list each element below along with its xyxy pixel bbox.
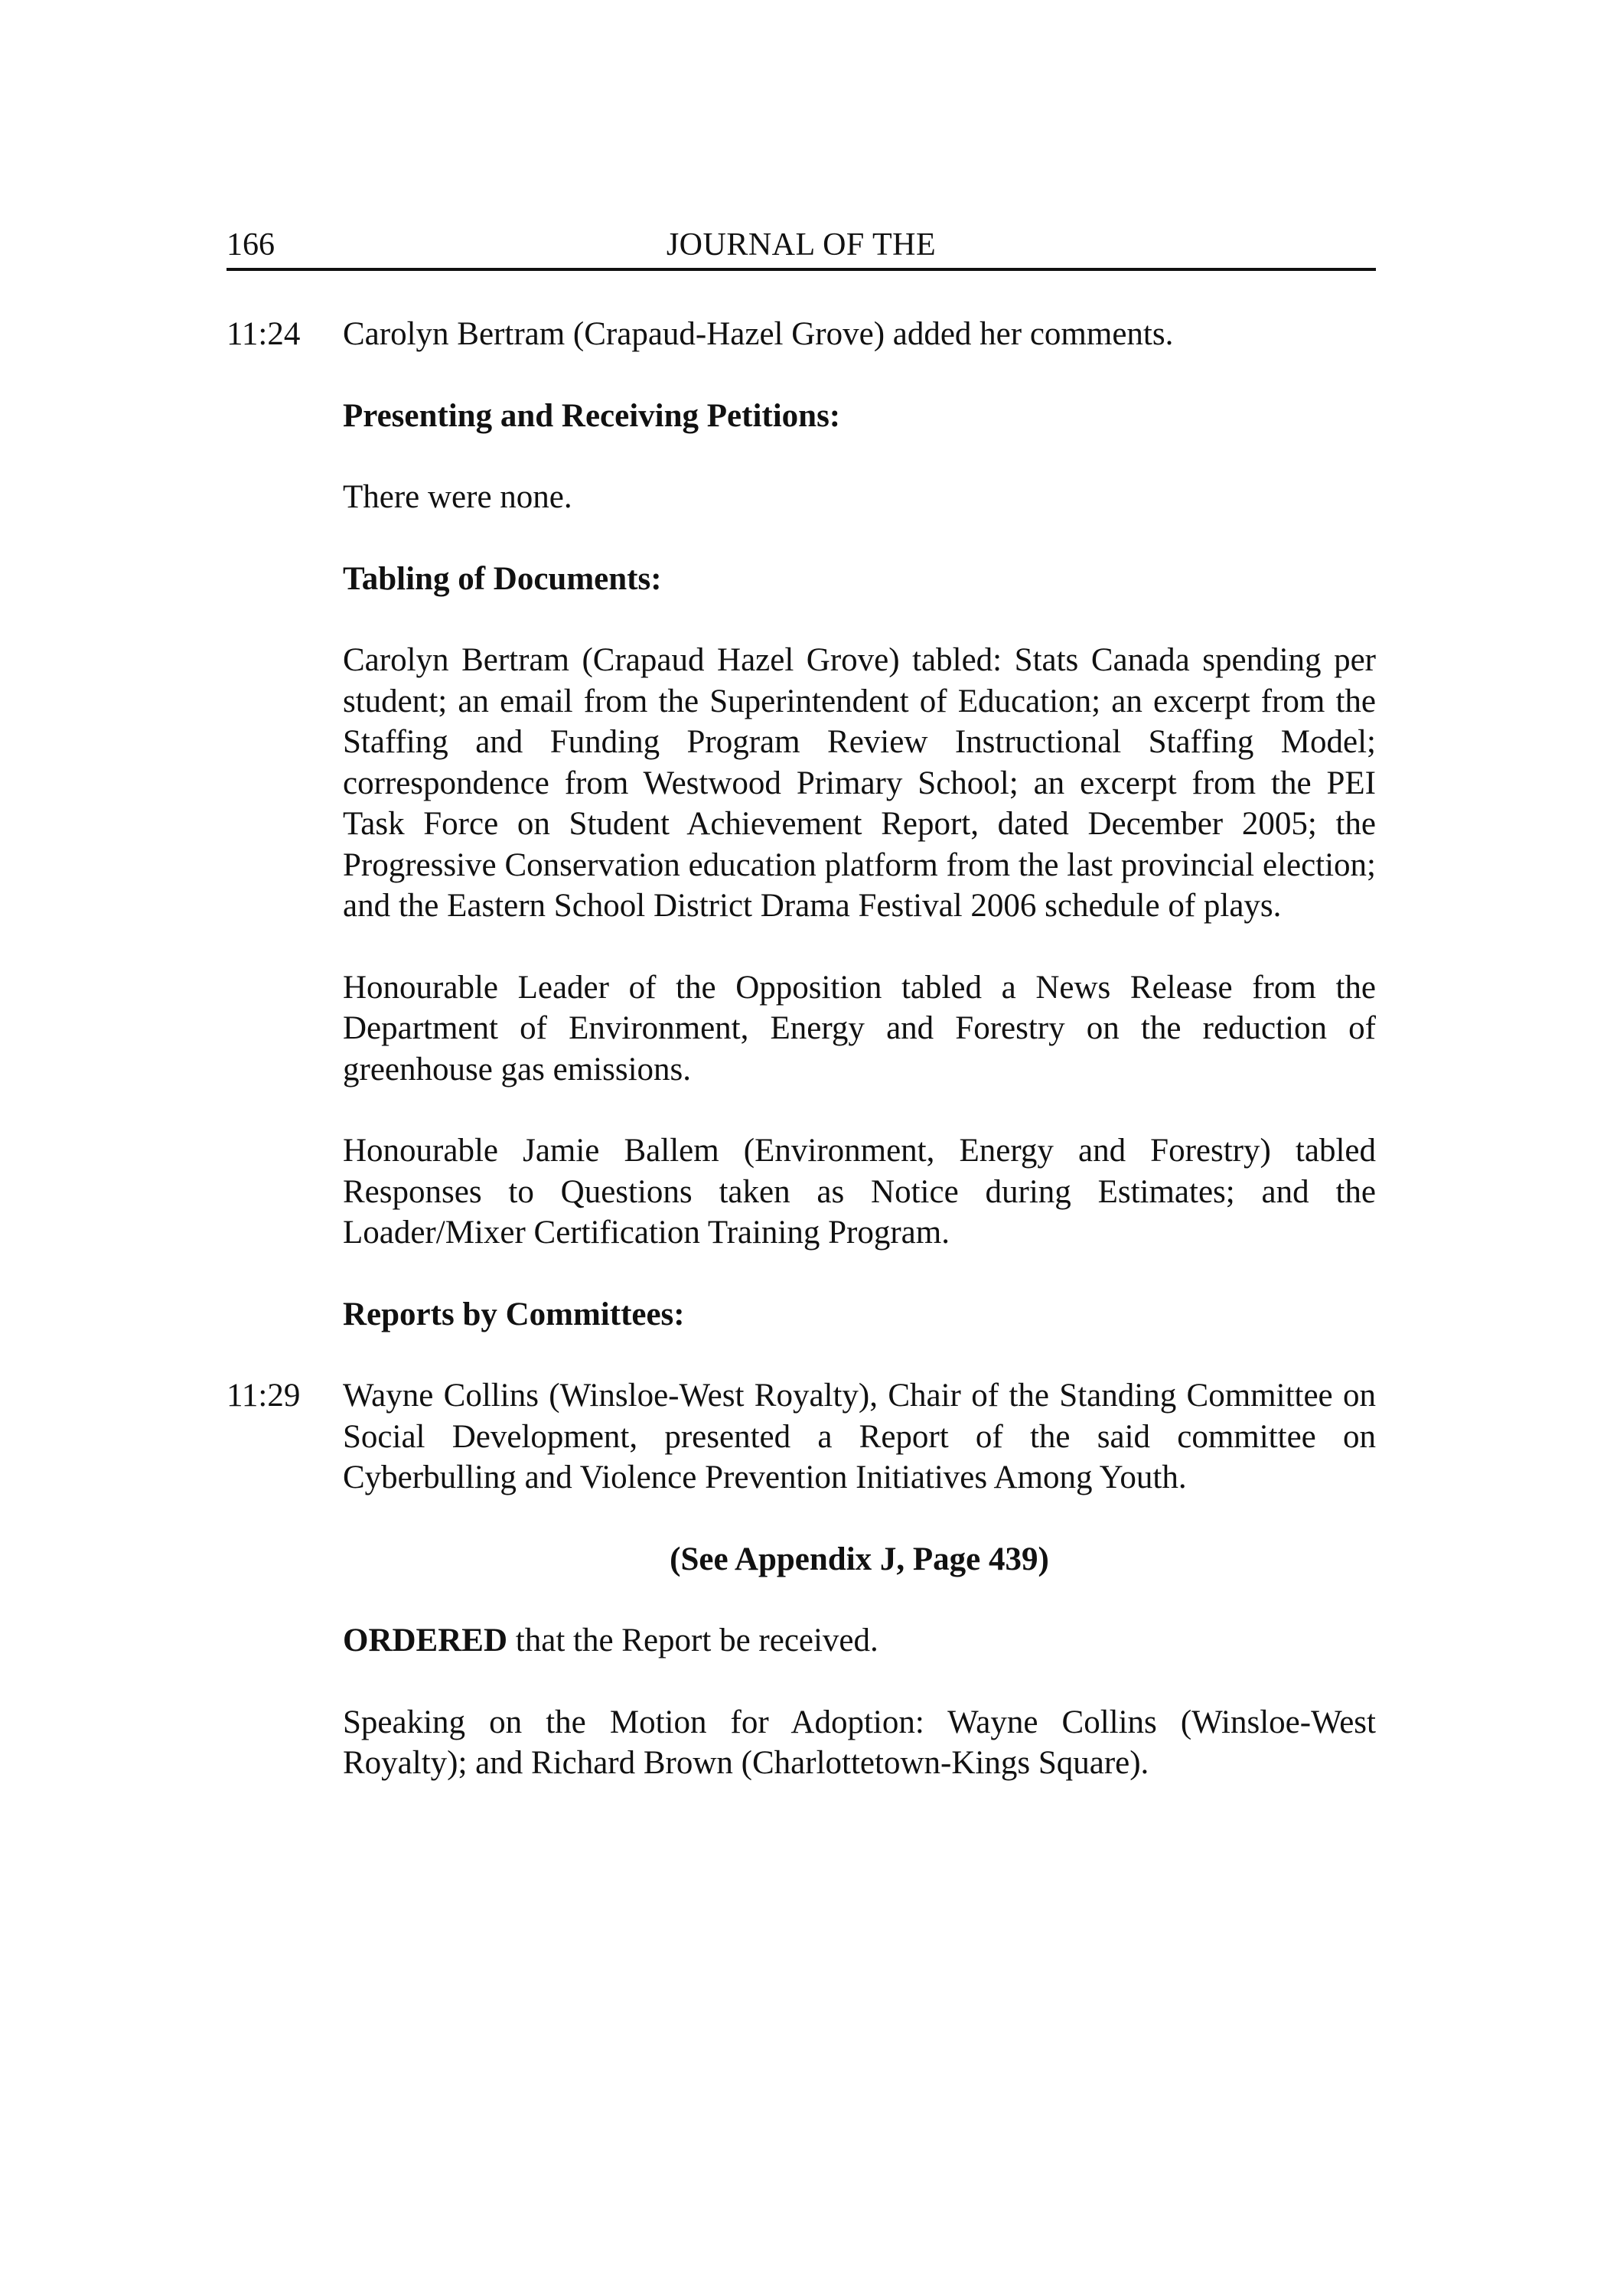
entry-text: Carolyn Bertram (Crapaud Hazel Grove) tabled: Stats Canada spending per student; an email from the Superintendent of Education; an excerpt from the Staffing and Funding Program Review Instructional Staffing Model; correspondence from Westwood Primary School; an excerpt from the PEI Task Force on Student Achievement Report, dated December 2005; the Progressive Conservation education platform from the last provincial election; and the Eastern School District Drama Festival 2006 schedule of plays. xyxy=(343,642,1376,924)
entry-time: 11:24 xyxy=(227,316,301,352)
section-heading xyxy=(227,1294,1376,1336)
journal-entry xyxy=(227,1702,1376,1784)
journal-entry xyxy=(227,967,1376,1091)
entry-text xyxy=(343,1620,1376,1662)
journal-entry xyxy=(227,477,1376,518)
page-header xyxy=(227,227,1376,271)
section-heading-text: Reports by Committees: xyxy=(343,1296,685,1332)
appendix-reference-text: (See Appendix J, Page 439) xyxy=(670,1541,1049,1577)
entry-text: Carolyn Bertram (Crapaud-Hazel Grove) added her comments. xyxy=(343,316,1174,352)
entry-text: Honourable Jamie Ballem (Environment, Energy and Forestry) tabled Responses to Questions taken as Notice during Estimates; and the Loader/Mixer Certification Training Program. xyxy=(343,1133,1376,1251)
section-heading-text: Tabling of Documents: xyxy=(343,560,662,597)
section-heading-text: Presenting and Receiving Petitions: xyxy=(343,397,841,434)
section-heading xyxy=(227,396,1376,437)
ordered-label: ORDERED xyxy=(343,1623,508,1658)
journal-entry xyxy=(227,314,1376,355)
ordered-text: that the Report be received. xyxy=(507,1623,878,1658)
journal-entry xyxy=(227,1620,1376,1662)
entry-time: 11:29 xyxy=(227,1378,301,1414)
journal-entry xyxy=(227,1130,1376,1254)
appendix-reference xyxy=(227,1539,1376,1580)
entry-text: Wayne Collins (Winsloe-West Royalty), Chair of the Standing Committee on Social Development, presented a Report of the said committee on Cyberbulling and Violence Prevention Initiatives Among Youth. xyxy=(343,1378,1376,1495)
journal-entry xyxy=(227,640,1376,927)
entry-text: There were none. xyxy=(343,479,572,515)
page-number: 166 xyxy=(227,227,275,263)
section-heading xyxy=(227,559,1376,600)
journal-entry xyxy=(227,1375,1376,1499)
journal-body xyxy=(227,314,1376,1825)
entry-text: Speaking on the Motion for Adoption: Wayne Collins (Winsloe-West Royalty); and Richard Brown (Charlottetown-Kings Square). xyxy=(343,1704,1376,1781)
entry-text: Honourable Leader of the Opposition tabled a News Release from the Department of Environment, Energy and Forestry on the reduction of greenhouse gas emissions. xyxy=(343,969,1376,1088)
running-head: JOURNAL OF THE xyxy=(666,227,937,263)
